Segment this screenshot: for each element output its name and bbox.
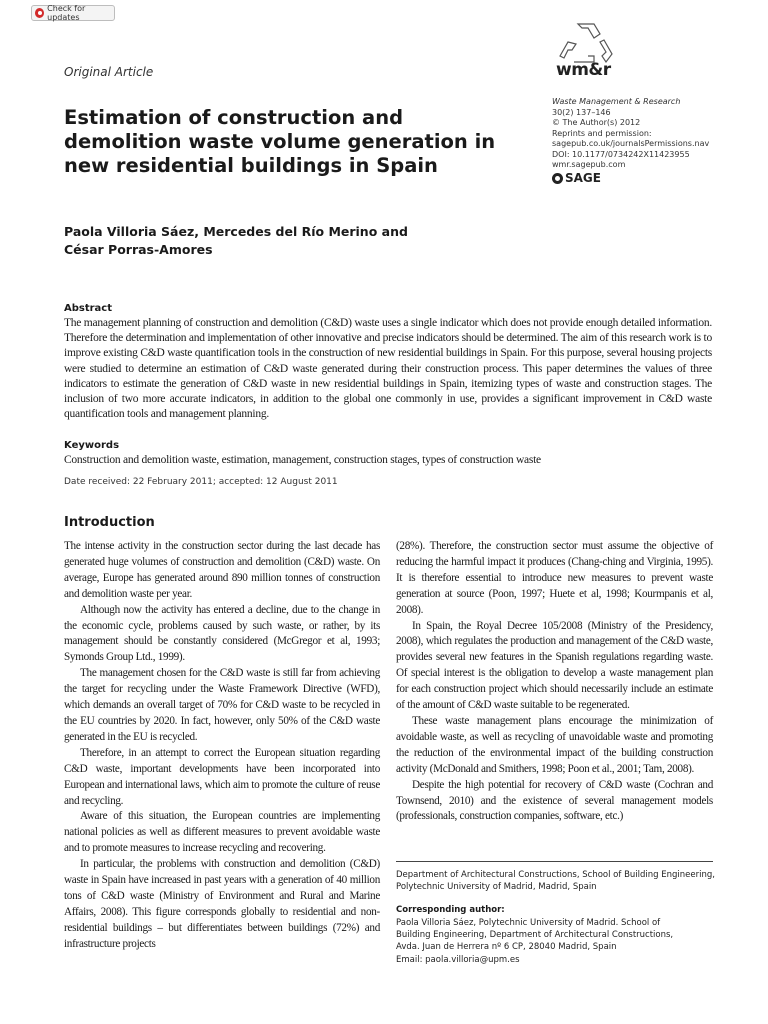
corresponding-email[interactable]: Email: paola.villoria@upm.es xyxy=(396,954,520,965)
paragraph: Aware of this situation, the European countries are implementing national policies as well as different measures to prevent avoidable waste and to promote measures to increase recycling and recovering. xyxy=(64,810,380,855)
corresponding-line: Paola Villoria Sáez, Polytechnic University of Madrid. School of xyxy=(396,918,661,928)
abstract-text: The management planning of construction and demolition (C&D) waste uses a single indicator which does not provide enough detailed information. Therefore the determination and implementation of other innovative and precise indicators should be determined. The aim of this research work is to improve existing C&D waste quantification tools in the construction of new residential buildings in Spain. For this purpose, several housing projects were studied to determine an estimation of C&D waste generated during their construction process. This paper determines the values of three indicators to estimate the generation of C&D waste in new residential buildings in Spain, itemizing types of waste and construction stages. The inclusion of two more accurate indicators, in addition to the global one commonly in use, provides a significant improvement in C&D waste quantification tools and management planning. xyxy=(64,317,712,421)
paragraph: Although now the activity has entered a decline, due to the change in the economic cycle, problems caused by such waste, or rather, by its management should be constantly considered (McGregor et al, 1993; Symonds Group Ltd., 1999). xyxy=(64,603,380,664)
journal-volume: 30(2) 137–146 xyxy=(552,107,611,117)
sage-ring-icon xyxy=(552,173,563,184)
date-received: Date received: 22 February 2011; accepted: 12 August 2011 xyxy=(64,477,338,487)
author-affiliation: Department of Architectural Constructions, School of Building Engineering, Polytechnic University of Madrid, Madrid, Spain xyxy=(396,870,715,893)
paragraph: In particular, the problems with construction and demolition (C&D) waste in Spain have increased in past years with a generation of 40 million tons of C&D waste (Ministry of Environment and Rural and Marine Affairs, 2008). This figure corresponds globally to residential and non-residential buildings – but differentiates between buildings (72%) and infrastructure projects xyxy=(64,858,380,950)
footnote-divider xyxy=(396,861,713,862)
check-for-updates-badge[interactable] xyxy=(31,5,115,21)
corresponding-author-heading: Corresponding author: xyxy=(396,905,505,915)
abstract-heading: Abstract xyxy=(64,303,113,314)
article-title: Estimation of construction and demolition waste volume generation in new residential buildings in Spain xyxy=(64,106,496,177)
sage-logo-text: SAGE xyxy=(565,171,601,185)
journal-reprints: Reprints and permission: xyxy=(552,128,652,138)
body-column-right xyxy=(396,539,713,825)
corresponding-author-details xyxy=(396,917,716,966)
paragraph: The intense activity in the construction sector during the last decade has generated huge volumes of construction and demolition (C&D) waste. On average, Europe has generated around 890 million tonnes of construction and demolition waste per year. xyxy=(64,540,380,600)
journal-name: Waste Management & Research xyxy=(552,97,681,106)
corresponding-line: Avda. Juan de Herrera nº 6 CP, 28040 Madrid, Spain xyxy=(396,942,617,953)
paragraph: Therefore, in an attempt to correct the European situation regarding C&D waste, important developments have been incorporated into European and international laws, which aim to promote the culture of reuse and recycling. xyxy=(64,746,380,807)
introduction-heading: Introduction xyxy=(64,515,155,530)
author-line-1: Paola Villoria Sáez, Mercedes del Río Merino and xyxy=(64,224,408,239)
journal-reprints-link[interactable]: sagepub.co.uk/journalsPermissions.nav xyxy=(552,139,710,148)
paragraph: The management chosen for the C&D waste is still far from achieving the target for recycling under the Waste Framework Directive (WFD), which demands an overall target of 70% for C&D waste to be recycled in the EU countries by 2020. In fact, however, only 50% of the C&D waste generated in the EU is recycled. xyxy=(64,667,380,743)
body-column-left xyxy=(64,539,380,953)
paragraph: In Spain, the Royal Decree 105/2008 (Ministry of the Presidency, 2008), which regulates the production and management of the C&D waste, provides several new features in the Spanish regulations regarding waste. Of special interest is the obligation to develop a waste management plan for each construction project which should necessarily include an estimate of the amount of C&D waste suitable to be regenerated. xyxy=(396,619,713,712)
keywords-text: Construction and demolition waste, estimation, management, construction stages, types of construction waste xyxy=(64,454,541,466)
journal-doi[interactable]: DOI: 10.1177/0734242X11423955 xyxy=(552,149,690,159)
author-list xyxy=(64,223,524,259)
paragraph: Despite the high potential for recovery of C&D waste (Cochran and Townsend, 2010) and the existence of several management models (professionals, construction companies, software, etc.) xyxy=(396,778,713,823)
sage-logo xyxy=(552,171,601,185)
keywords-heading: Keywords xyxy=(64,440,120,451)
journal-info xyxy=(552,97,762,171)
journal-site[interactable]: wmr.sagepub.com xyxy=(552,160,626,169)
article-type: Original Article xyxy=(64,65,154,79)
author-line-2: César Porras-Amores xyxy=(64,242,213,257)
updates-icon xyxy=(35,8,44,18)
paragraph: These waste management plans encourage the minimization of avoidable waste, as well as recycling of unavoidable waste and promoting the reduction of the environmental impact of the building construction activity (McDonald and Smithers, 1998; Poon et al., 2001; Tam, 2008). xyxy=(396,714,713,775)
journal-copyright: © The Author(s) 2012 xyxy=(552,118,641,127)
paragraph: (28%). Therefore, the construction sector must assume the objective of reducing the harmful impact it produces (Chang-ching and Virginia, 1995). It is therefore essential to introduce new measures to prevent waste generation at source (Poon, 1997; Huete et al, 1998; Kourmpanis et al, 2008). xyxy=(396,540,713,616)
corresponding-line: Building Engineering, Department of Architectural Constructions, xyxy=(396,930,674,941)
check-for-updates-label: Check for updates xyxy=(47,4,86,22)
journal-logo-text: wm&r xyxy=(556,60,611,80)
